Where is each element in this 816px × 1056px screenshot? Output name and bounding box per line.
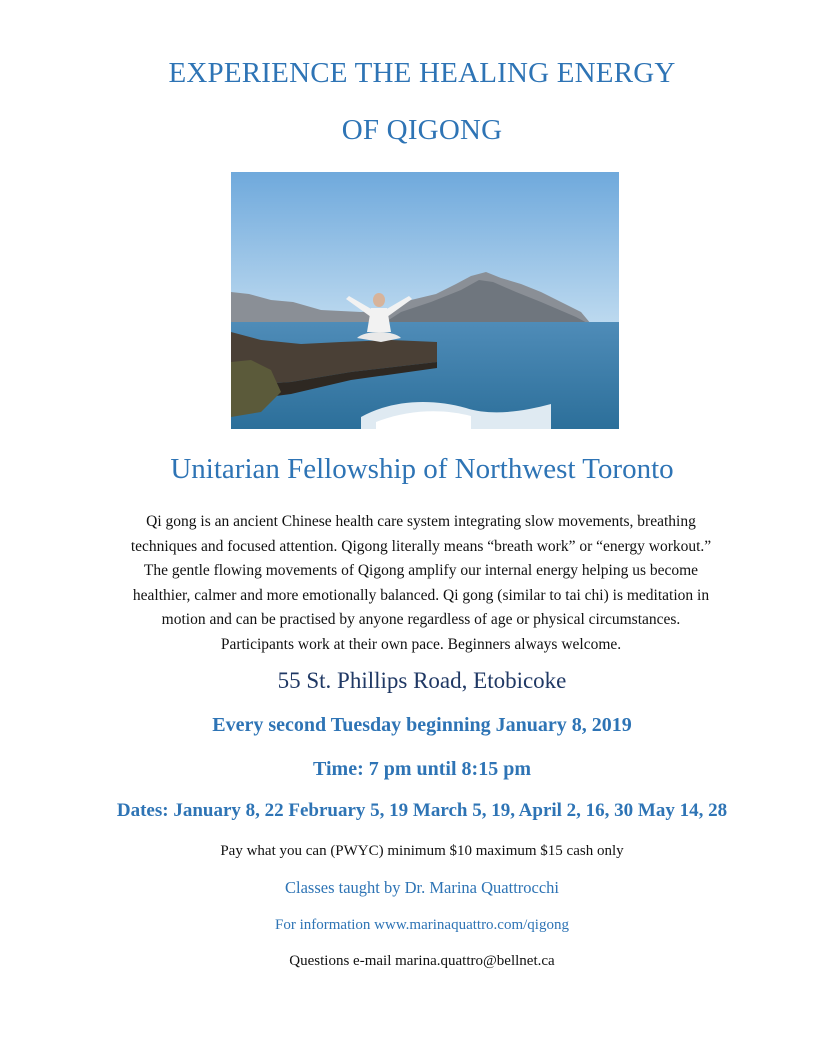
qigong-seaside-photo [231,172,619,429]
pricing-note: Pay what you can (PWYC) minimum $10 maximum $15 cash only [220,843,624,859]
address: 55 St. Phillips Road, Etobicoke [277,668,567,693]
description-paragraph [60,510,782,658]
info-link[interactable]: For information www.marinaquattro.com/qigong [275,917,569,933]
venue-heading: Unitarian Fellowship of Northwest Toronto [170,453,674,485]
schedule-dates: Dates: January 8, 22 February 5, 19 March 5, 19, April 2, 16, 30 May 14, 28 [116,800,728,821]
description-line: techniques and focused attention. Qigong literally means “breath work” or “energy workout.” [130,537,712,555]
contact-email[interactable]: Questions e-mail marina.quattro@bellnet.ca [289,953,555,969]
description-line: Qi gong is an ancient Chinese health care system integrating slow movements, breathing [146,513,696,530]
instructor-credit: Classes taught by Dr. Marina Quattrocchi [284,878,560,897]
description-line: motion and can be practised by anyone regardless of age or physical circumstances. [161,611,681,629]
description-line: healthier, calmer and more emotionally balanced. Qi gong (similar to tai chi) is meditation in [132,586,710,604]
schedule-time: Time: 7 pm until 8:15 pm [313,758,531,780]
schedule-frequency: Every second Tuesday beginning January 8, 2019 [212,714,632,736]
title-line-1: EXPERIENCE THE HEALING ENERGY [168,57,676,89]
description-line: Participants work at their own pace. Beginners always welcome. [220,635,622,653]
title-line-2: OF QIGONG [341,114,503,146]
description-line: The gentle flowing movements of Qigong amplify our internal energy helping us become [143,562,699,580]
